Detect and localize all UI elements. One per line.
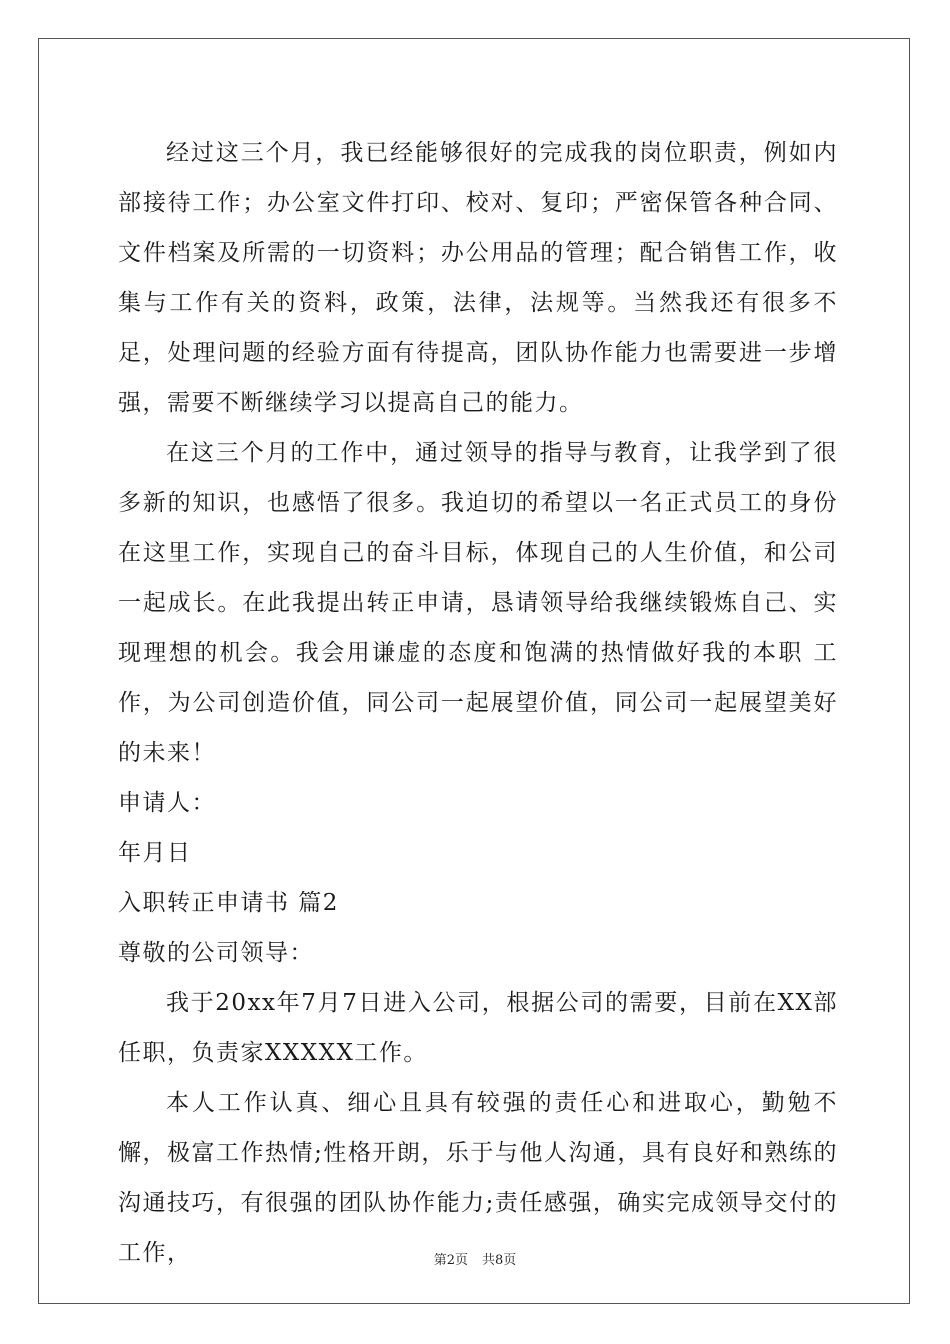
paragraph-self-assessment: 本人工作认真、细心且具有较强的责任心和进取心，勤勉不懈，极富工作热情;性格开朗，乐于与他人沟通，具有良好和熟练的沟通技巧，有很强的团队协作能力;责任感强，确实完成领导交付的工作， bbox=[118, 1090, 838, 1266]
page-number: 第2页 bbox=[433, 1253, 468, 1268]
paragraph-join-date: 我于20xx年7月7日进入公司，根据公司的需要，目前在XX部任职，负责家XXXXX工作。 bbox=[118, 990, 838, 1066]
section-title: 入职转正申请书 篇2 bbox=[118, 890, 339, 916]
paragraph-work-duties: 经过这三个月，我已经能够很好的完成我的岗位职责，例如内部接待工作；办公室文件打印、校对、复印；严密保管各种合同、文件档案及所需的一切资料；办公用品的管理；配合销售工作，收集与工作有关的资料，政策，法律，法规等。当然我还有很多不足，处理问题的经验方面有待提高，团队协作能力也需要进一步增强，需要不断继续学习以提高自己的能力。 bbox=[118, 140, 838, 416]
paragraph-application-request: 在这三个月的工作中，通过领导的指导与教育，让我学到了很多新的知识，也感悟了很多。我迫切的希望以一名正式员工的身份在这里工作，实现自己的奋斗目标，体现自己的人生价值，和公司一起成长。在此我提出转正申请，恳请领导给我继续锻炼自己、实现理想的机会。我会用谦虚的态度和饱满的热情做好我的本职 工作，为公司创造价值，同公司一起展望价值，同公司一起展望美好的未来！ bbox=[118, 440, 838, 766]
document-body bbox=[118, 128, 838, 1278]
applicant-label: 申请人： bbox=[118, 790, 216, 816]
salutation: 尊敬的公司领导： bbox=[118, 940, 314, 966]
page-footer bbox=[0, 1249, 950, 1268]
page-total: 共8页 bbox=[482, 1253, 517, 1268]
date-label: 年月日 bbox=[118, 840, 192, 866]
